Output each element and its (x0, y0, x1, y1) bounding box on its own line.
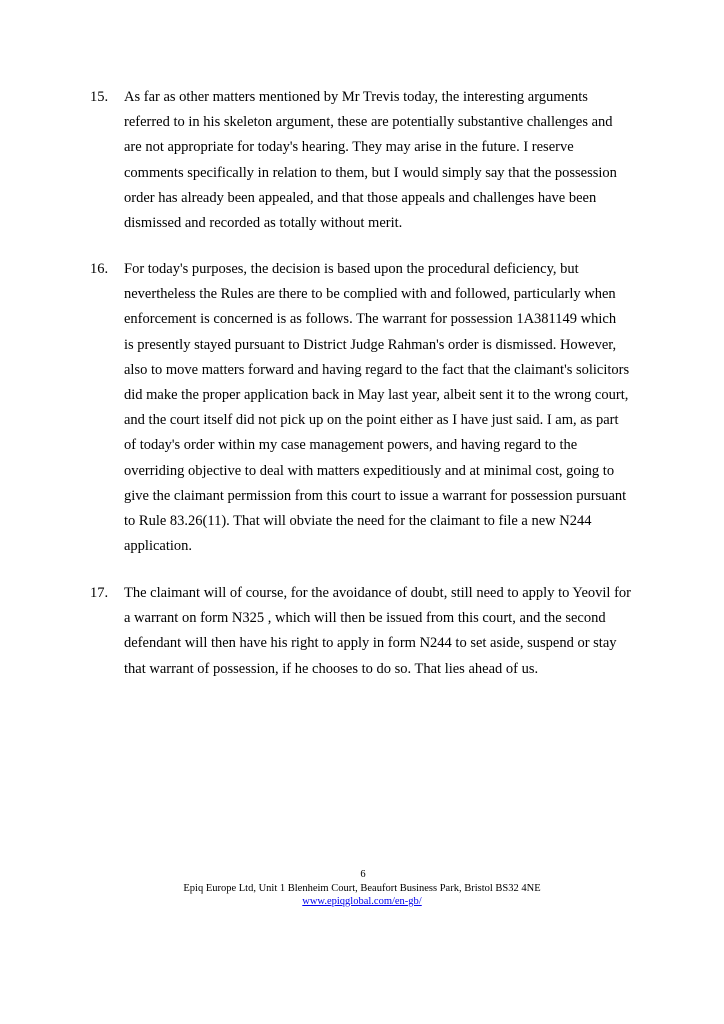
text-line: For today's purposes, the decision is based upon the procedural deficiency, but (124, 261, 579, 277)
paragraph-text (124, 257, 654, 559)
paragraph-number: 15. (90, 89, 109, 105)
text-line: As far as other matters mentioned by Mr Trevis today, the interesting arguments (124, 89, 588, 105)
text-line: and the court itself did not pick up on the point either as I have just said. I am, as part (124, 412, 619, 429)
footer-address: Epiq Europe Ltd, Unit 1 Blenheim Court, Beaufort Business Park, Bristol BS32 4NE (183, 883, 541, 894)
text-line: did make the proper application back in May last year, albeit sent it to the wrong court, (124, 387, 629, 404)
text-line: referred to in his skeleton argument, these are potentially substantive challenges and (124, 114, 613, 131)
text-line: The claimant will of course, for the avoidance of doubt, still need to apply to Yeovil for (124, 585, 631, 601)
paragraph-text (124, 85, 654, 236)
text-line: are not appropriate for today's hearing. They may arise in the future. I reserve (124, 139, 574, 156)
text-line: comments specifically in relation to them, but I would simply say that the possession (124, 164, 617, 181)
text-line: dismissed and recorded as totally without merit. (124, 215, 403, 232)
paragraph-number: 17. (90, 585, 109, 601)
text-line: application. (124, 538, 193, 555)
text-line: give the claimant permission from this court to issue a warrant for possession pursuant (124, 487, 627, 504)
text-line: overriding objective to deal with matters expeditiously and at minimal cost, going to (124, 462, 615, 479)
text-line: defendant will then have his right to apply in form N244 to set aside, suspend or stay (124, 635, 617, 652)
page-number: 6 (360, 869, 366, 880)
text-line: also to move matters forward and having regard to the fact that the claimant's solicitors (124, 361, 630, 378)
text-line: a warrant on form N325 , which will then be issued from this court, and the second (124, 610, 606, 627)
text-line: of today's order within my case management powers, and having regard to the (124, 437, 578, 454)
paragraph-number: 16. (90, 261, 109, 277)
text-line: that warrant of possession, if he chooses to do so. That lies ahead of us. (124, 660, 539, 677)
text-line: to Rule 83.26(11). That will obviate the need for the claimant to file a new N244 (124, 513, 592, 530)
text-line: is presently stayed pursuant to District Judge Rahman's order is dismissed. However, (124, 336, 617, 353)
text-line: enforcement is concerned is as follows. The warrant for possession 1A381149 which (124, 311, 617, 328)
text-line: order has already been appealed, and that those appeals and challenges have been (124, 189, 597, 206)
text-line: nevertheless the Rules are there to be complied with and followed, particularly when (124, 286, 616, 303)
paragraph-text (124, 581, 654, 682)
footer-website-link[interactable]: www.epiqglobal.com/en-gb/ (302, 896, 422, 907)
